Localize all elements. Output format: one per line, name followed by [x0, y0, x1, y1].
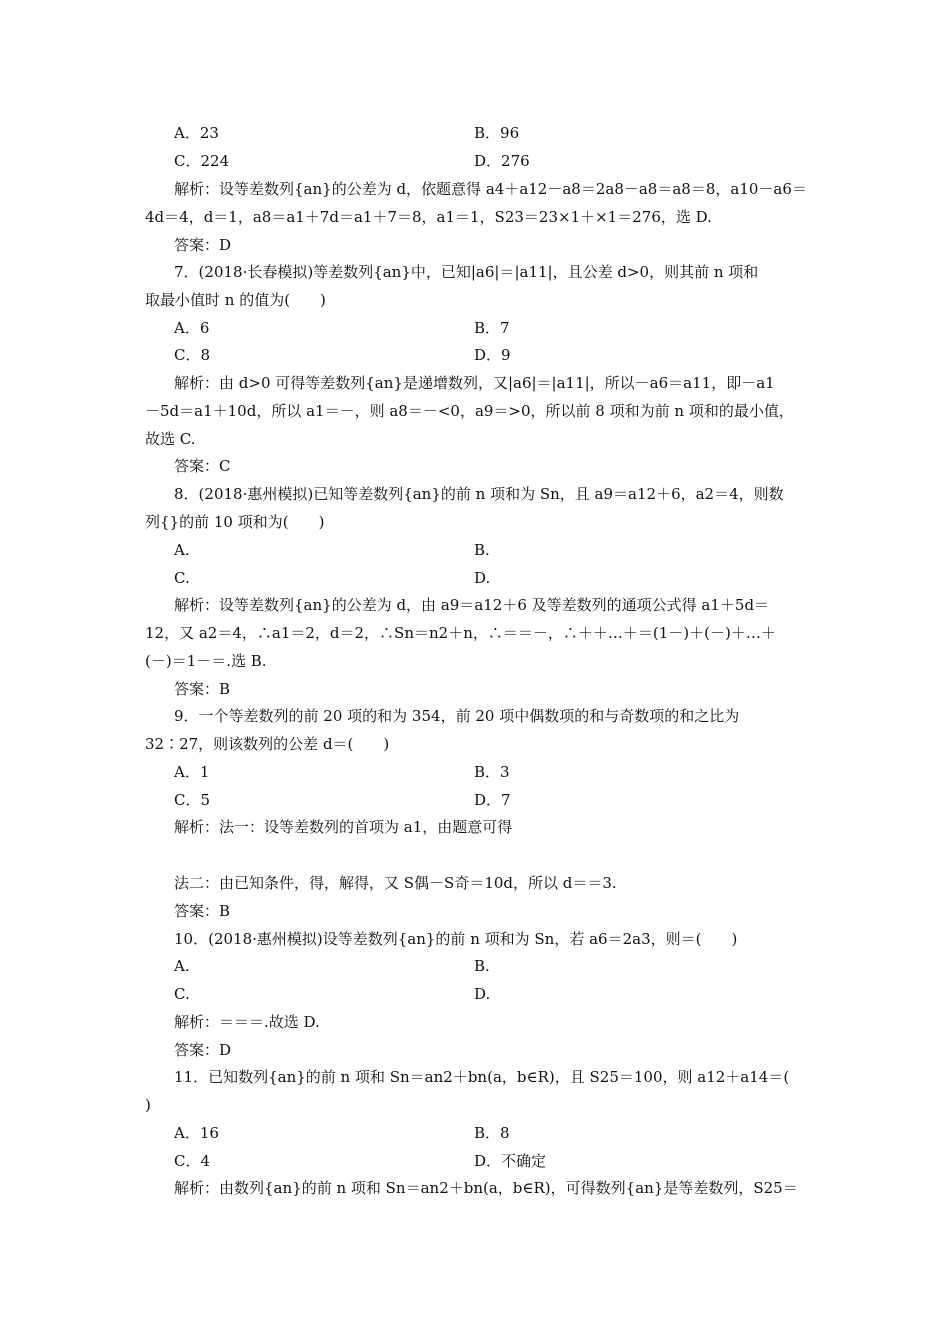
analysis-line: －5d＝a1＋10d，所以 a1＝－，则 a8＝－<0，a9＝>0，所以前 8 项和为前 n 项和的最小值，: [145, 402, 794, 420]
option-d: D．不确定: [474, 1152, 547, 1170]
question-8-cont: 列{}的前 10 项和为( ): [145, 513, 325, 531]
option-d: D．9: [474, 346, 511, 364]
analysis-line: 法二：由已知条件，得，解得，又 S偶－S奇＝10d，所以 d＝＝3.: [174, 874, 617, 892]
option-b: B．3: [474, 763, 510, 781]
option-d: D.: [474, 985, 491, 1003]
question-10: 10．(2018·惠州模拟)设等差数列{an}的前 n 项和为 Sn，若 a6＝2a3，则＝( ): [174, 930, 738, 948]
option-a: A.: [174, 541, 190, 559]
analysis-line: 故选 C.: [145, 430, 196, 448]
option-b: B．7: [474, 319, 510, 337]
option-c: C．4: [174, 1152, 211, 1170]
answer-line: 答案：C: [174, 457, 231, 475]
option-b: B.: [474, 541, 490, 559]
analysis-line: 12，又 a2＝4，∴a1＝2，d＝2，∴Sn＝n2＋n，∴＝＝－，∴＋＋…＋＝(1－)＋(－)＋…＋: [145, 624, 776, 642]
option-c: C．5: [174, 791, 211, 809]
question-11-cont: ): [145, 1096, 151, 1114]
analysis-line: (－)＝1－＝.选 B.: [145, 652, 267, 670]
analysis-line: 解析：设等差数列{an}的公差为 d，由 a9＝a12＋6 及等差数列的通项公式得 a1＋5d＝: [174, 596, 770, 614]
option-a: A．6: [174, 319, 210, 337]
option-a: A．23: [174, 124, 219, 142]
question-7: 7．(2018·长春模拟)等差数列{an}中，已知|a6|＝|a11|，且公差 d>0，则其前 n 项和: [174, 263, 759, 281]
answer-line: 答案：B: [174, 902, 231, 920]
option-a: A．1: [174, 763, 210, 781]
option-c: C.: [174, 985, 190, 1003]
option-a: A．16: [174, 1124, 219, 1142]
analysis-line: 解析：由 d>0 可得等差数列{an}是递增数列，又|a6|＝|a11|，所以－a6＝a11，即－a1: [174, 374, 775, 392]
option-d: D．7: [474, 791, 511, 809]
answer-line: 答案：D: [174, 236, 232, 254]
question-9-cont: 32∶27，则该数列的公差 d＝( ): [145, 735, 390, 753]
option-a: A.: [174, 957, 190, 975]
answer-line: 答案：D: [174, 1041, 232, 1059]
analysis-line: 4d＝4，d＝1，a8＝a1＋7d＝a1＋7＝8，a1＝1，S23＝23×1＋×1＝276，选 D.: [145, 208, 712, 226]
option-d: D.: [474, 569, 491, 587]
option-c: C．8: [174, 346, 211, 364]
option-c: C.: [174, 569, 190, 587]
option-b: B．96: [474, 124, 520, 142]
analysis-line: 解析：＝＝＝.故选 D.: [174, 1013, 320, 1031]
question-7-cont: 取最小值时 n 的值为( ): [145, 291, 326, 309]
question-8: 8．(2018·惠州模拟)已知等差数列{an}的前 n 项和为 Sn，且 a9＝a12＋6，a2＝4，则数: [174, 485, 784, 503]
option-d: D．276: [474, 152, 530, 170]
question-9: 9．一个等差数列的前 20 项的和为 354，前 20 项中偶数项的和与奇数项的和之比为: [174, 707, 740, 725]
option-c: C．224: [174, 152, 230, 170]
analysis-line: 解析：设等差数列{an}的公差为 d，依题意得 a4＋a12－a8＝2a8－a8＝a8＝8，a10－a6＝: [174, 180, 807, 198]
option-b: B.: [474, 957, 490, 975]
analysis-line: 解析：由数列{an}的前 n 项和 Sn＝an2＋bn(a，b∈R)，可得数列{an}是等差数列，S25＝: [174, 1179, 798, 1197]
analysis-line: 解析：法一：设等差数列的首项为 a1，由题意可得: [174, 818, 513, 836]
option-b: B．8: [474, 1124, 510, 1142]
question-11: 11．已知数列{an}的前 n 项和 Sn＝an2＋bn(a，b∈R)，且 S25＝100，则 a12＋a14＝(: [174, 1068, 790, 1086]
answer-line: 答案：B: [174, 680, 231, 698]
